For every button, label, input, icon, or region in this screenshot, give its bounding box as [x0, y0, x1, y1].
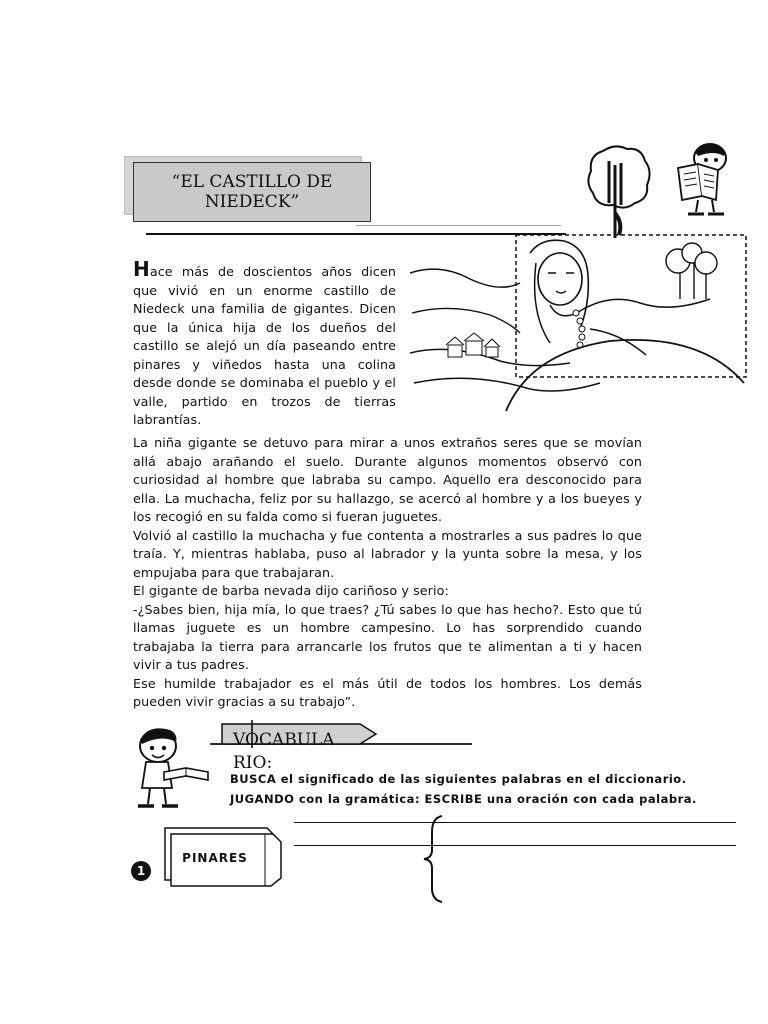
story-paragraph-intro [133, 257, 396, 430]
story-body [133, 434, 642, 712]
instruction-line-2: JUGANDO con la gramática: ESCRIBE una oración con cada palabra. [230, 792, 697, 806]
story-paragraph: La niña gigante se detuvo para mirar a unos extraños seres que se movían allá abajo arañando el suelo. Durante algunos momentos observó con curiosidad al hombre que labraba su campo. Aquello era desconocido para ella. La muchacha, feliz por su hallazgo, se acercó al hombre y a los bueyes y los recogió en su falda como si fueran juguetes. [133, 435, 642, 524]
brace-icon [418, 814, 448, 904]
story-paragraph: -¿Sabes bien, hija mía, lo que traes? ¿Tú sabes lo que has hecho?. Esto que tú llamas juguete es un hombre campesino. Lo has sorprendido cuando trabajaba la tierra para arrancarle los frutos que te alimentan a ti y hacen vivir a tus padres. [133, 601, 642, 672]
page-title [133, 162, 371, 222]
writing-line [294, 845, 736, 846]
boy-with-book-icon [128, 722, 210, 812]
vocabulary-label: VOCABULA [233, 730, 335, 750]
title-line-2: NIEDECK” [204, 192, 300, 212]
story-text-intro: ace más de doscientos años dicen que vivió en un enorme castillo de Niedeck una familia de gigantes. Dicen que la única hija de los dueños del castillo se alejó un día paseando entre pinares y viñedos hasta una colina desde donde se dominaba el pueblo y el valle, partido en trozos de tierras labrantías. [133, 264, 396, 427]
title-line-1: “EL CASTILLO DE [171, 172, 333, 192]
vocabulary-word: PINARES [182, 851, 248, 865]
story-paragraph: Ese humilde trabajador es el más útil de todos los hombres. Los demás pueden vivir gracias a su trabajo”. [133, 675, 642, 709]
instruction-line-1 [230, 772, 687, 786]
girl-giant-illustration [410, 233, 750, 413]
item-number-badge: 1 [131, 861, 151, 881]
vocabulary-label-cont: RIO: [233, 753, 273, 773]
instruction-text: el significado de las siguientes palabras en el diccionario. [276, 772, 687, 786]
drop-cap: H [133, 257, 150, 281]
tree-icon [585, 143, 655, 238]
title-rule-light [356, 225, 561, 226]
story-paragraph: Volvió al castillo la muchacha y fue contenta a mostrarles a sus padres lo que traía. Y, mientras hablaba, puso al labrador y la yunta sobre la mesa, y los empujaba para que trabajaran. [133, 527, 642, 580]
instruction-keyword: BUSCA [230, 772, 277, 786]
writing-line [294, 822, 736, 823]
story-paragraph: El gigante de barba nevada dijo cariñoso y serio: [133, 583, 449, 598]
reading-boy-icon [668, 140, 738, 218]
